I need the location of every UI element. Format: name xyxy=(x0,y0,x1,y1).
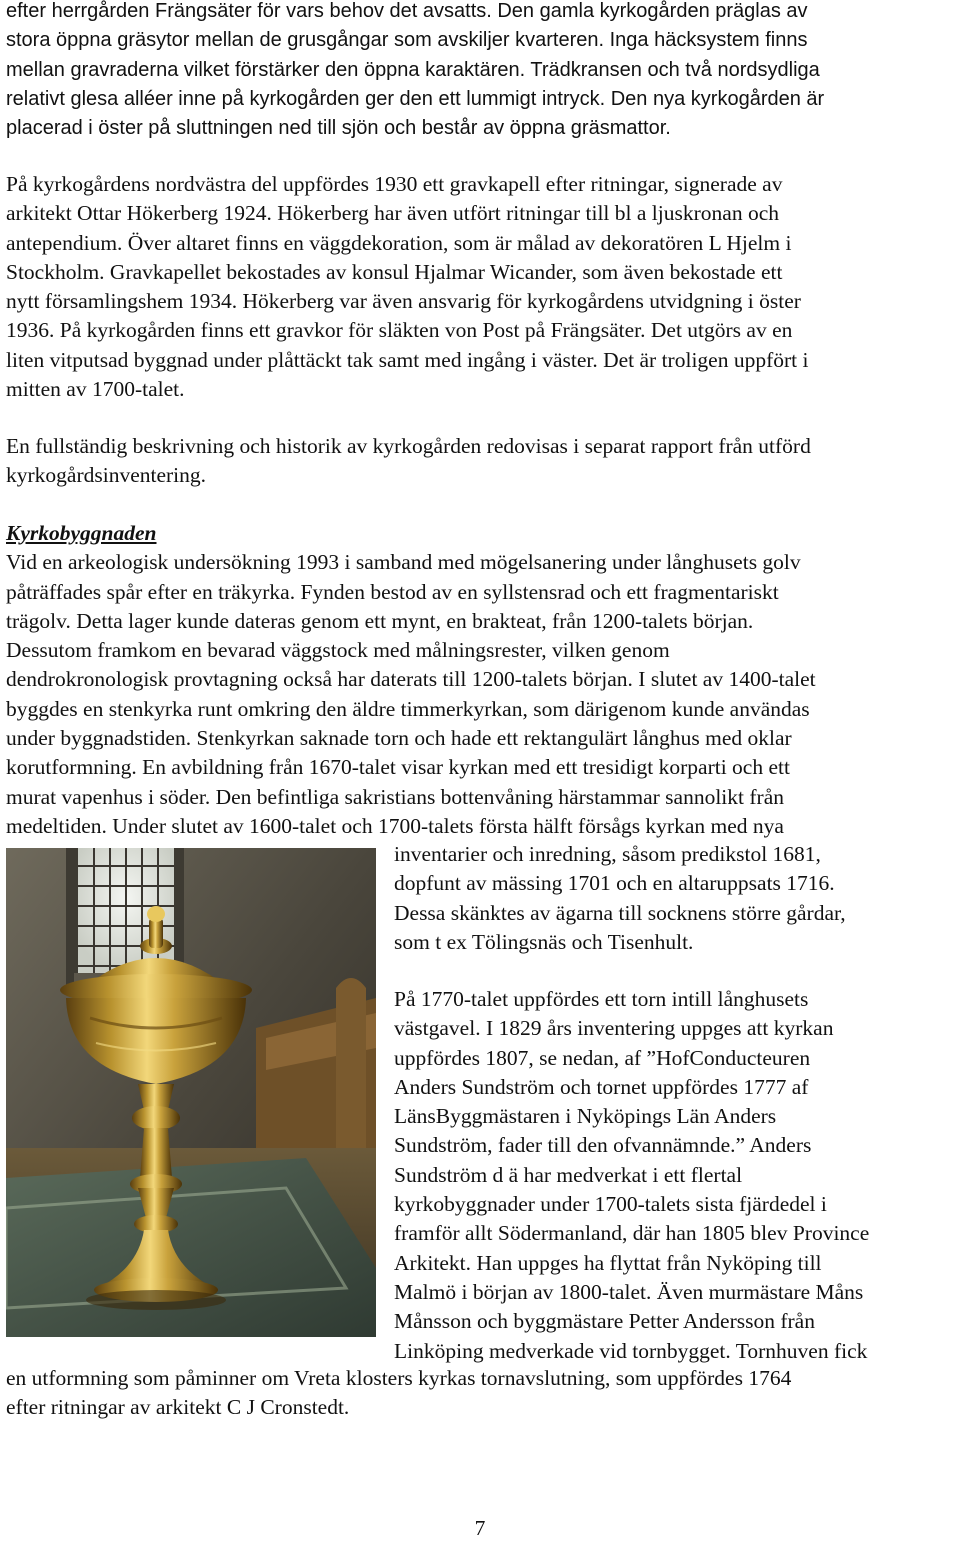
paragraph-burial-chapel xyxy=(6,170,956,404)
text-line: inventarier och inredning, såsom predikstol 1681, xyxy=(394,842,821,866)
text-line: korutformning. En avbildning från 1670-talet visar kyrkan med ett tresidigt korparti och ett xyxy=(6,755,790,780)
text-line: På 1770-talet uppfördes ett torn intill långhusets xyxy=(394,987,809,1011)
text-line: mellan gravraderna vilket förstärker den öppna karaktären. Trädkransen och två nordsydliga xyxy=(6,58,820,81)
text-line: som t ex Tölingsnäs och Tisenhult. xyxy=(394,929,694,954)
text-line: efter herrgården Frängsäter för vars behov det avsatts. Den gamla kyrkogården präglas av xyxy=(6,0,808,22)
text-line: dendrokronologisk provtagning också har daterats till 1200-talets början. I slutet av 1400-talet xyxy=(6,667,816,692)
text-line: uppfördes 1807, se nedan, af ”HofConducteuren xyxy=(394,1045,811,1070)
text-line: byggdes en stenkyrka runt omkring den äldre timmerkyrkan, som därigenom kunde användas xyxy=(6,696,810,721)
text-line: kyrkogårdsinventering. xyxy=(6,463,207,488)
text-line: murat vapenhus i söder. Den befintliga sakristians bottenvåning härstammar sannolikt från xyxy=(6,784,784,809)
text-line: framför allt Södermanland, där han 1805 blev Province xyxy=(394,1221,870,1246)
paragraph-tower-continued xyxy=(6,1364,956,1423)
text-line: På kyrkogårdens nordvästra del uppfördes 1930 ett gravkapell efter ritningar, signerade av xyxy=(6,172,783,196)
text-line: En fullständig beskrivning och historik av kyrkogården redovisas i separat rapport från utförd xyxy=(6,434,811,458)
baptismal-font-photo xyxy=(6,848,376,1337)
text-line: relativt glesa alléer inne på kyrkogården ger den ett lummigt intryck. Den nya kyrkogården är xyxy=(6,87,825,110)
text-line: Anders Sundström och tornet uppfördes 1777 af xyxy=(394,1074,809,1099)
text-line: nytt församlingshem 1934. Hökerberg var även ansvarig för kyrkogårdens utvidgning i öster xyxy=(6,289,801,314)
text-line: Sundström, fader till den ofvannämnde.” Anders xyxy=(394,1133,812,1158)
text-line: Dessutom framkom en bevarad väggstock med målningsrester, vilken genom xyxy=(6,638,670,663)
text-line: dopfunt av mässing 1701 och en altaruppsats 1716. xyxy=(394,871,835,896)
text-line: Vid en arkeologisk undersökning 1993 i samband med mögelsanering under långhusets golv xyxy=(6,550,801,575)
text-line: trägolv. Detta lager kunde dateras genom ett mynt, en brakteat, från 1200-talets början. xyxy=(6,608,754,633)
section-church-building xyxy=(6,519,956,841)
text-line: antependium. Över altaret finns en väggdekoration, som är målad av dekoratören L Hjelm i xyxy=(6,230,792,255)
text-line: mitten av 1700-talet. xyxy=(6,377,185,402)
text-line: Månsson och byggmästare Petter Andersson från xyxy=(394,1309,815,1334)
text-line: en utformning som påminner om Vreta klosters kyrkas tornavslutning, som uppfördes 1764 xyxy=(6,1366,792,1390)
section-heading: Kyrkobyggnaden xyxy=(6,521,157,545)
text-line: efter ritningar av arkitekt C J Cronstedt. xyxy=(6,1395,350,1420)
text-line: västgavel. I 1829 års inventering uppges att kyrkan xyxy=(394,1016,834,1041)
text-line: Dessa skänktes av ägarna till socknens större gårdar, xyxy=(394,900,846,925)
text-line: liten vitputsad byggnad under plåttäckt tak samt med ingång i väster. Det är troligen uppfört i xyxy=(6,347,809,372)
text-line: 1936. På kyrkogården finns ett gravkor för släkten von Post på Frängsäter. Det utgörs av en xyxy=(6,318,793,343)
text-line: kyrkobyggnader under 1700-talets sista fjärdedel i xyxy=(394,1192,827,1217)
text-line: under byggnadstiden. Stenkyrkan saknade torn och hade ett rektangulärt långhus med oklar xyxy=(6,726,792,751)
text-line: placerad i öster på sluttningen ned till sjön och består av öppna gräsmattor. xyxy=(6,117,671,140)
text-line: Linköping medverkade vid tornbygget. Tornhuven fick xyxy=(394,1338,868,1363)
text-line: påträffades spår efter en träkyrka. Fynden bestod av en syllstensrad och ett fragmentariskt xyxy=(6,579,779,604)
text-line: Arkitekt. Han uppges ha flyttat från Nyköping till xyxy=(394,1250,822,1275)
paragraph-full-report xyxy=(6,432,956,491)
text-line: Sundström d ä har medverkat i ett flertal xyxy=(394,1162,743,1187)
text-line: LänsByggmästaren i Nyköpings Län Anders xyxy=(394,1104,777,1129)
paragraph-cemetery-description xyxy=(6,0,956,143)
page-number: 7 xyxy=(474,1516,486,1540)
text-line: Malmö i början av 1800-talet. Även murmästare Måns xyxy=(394,1279,864,1304)
text-line: stora öppna gräsytor mellan de grusgångar som avskiljer kvarteren. Inga häcksystem finns xyxy=(6,29,808,52)
text-line: medeltiden. Under slutet av 1600-talet och 1700-talets första hälft försågs kyrkan med nya xyxy=(6,813,784,838)
text-line: arkitekt Ottar Hökerberg 1924. Hökerberg har även utfört ritningar till bl a ljuskronan och xyxy=(6,201,779,226)
text-line: Stockholm. Gravkapellet bekostades av konsul Hjalmar Wicander, som även bekostade ett xyxy=(6,259,783,284)
